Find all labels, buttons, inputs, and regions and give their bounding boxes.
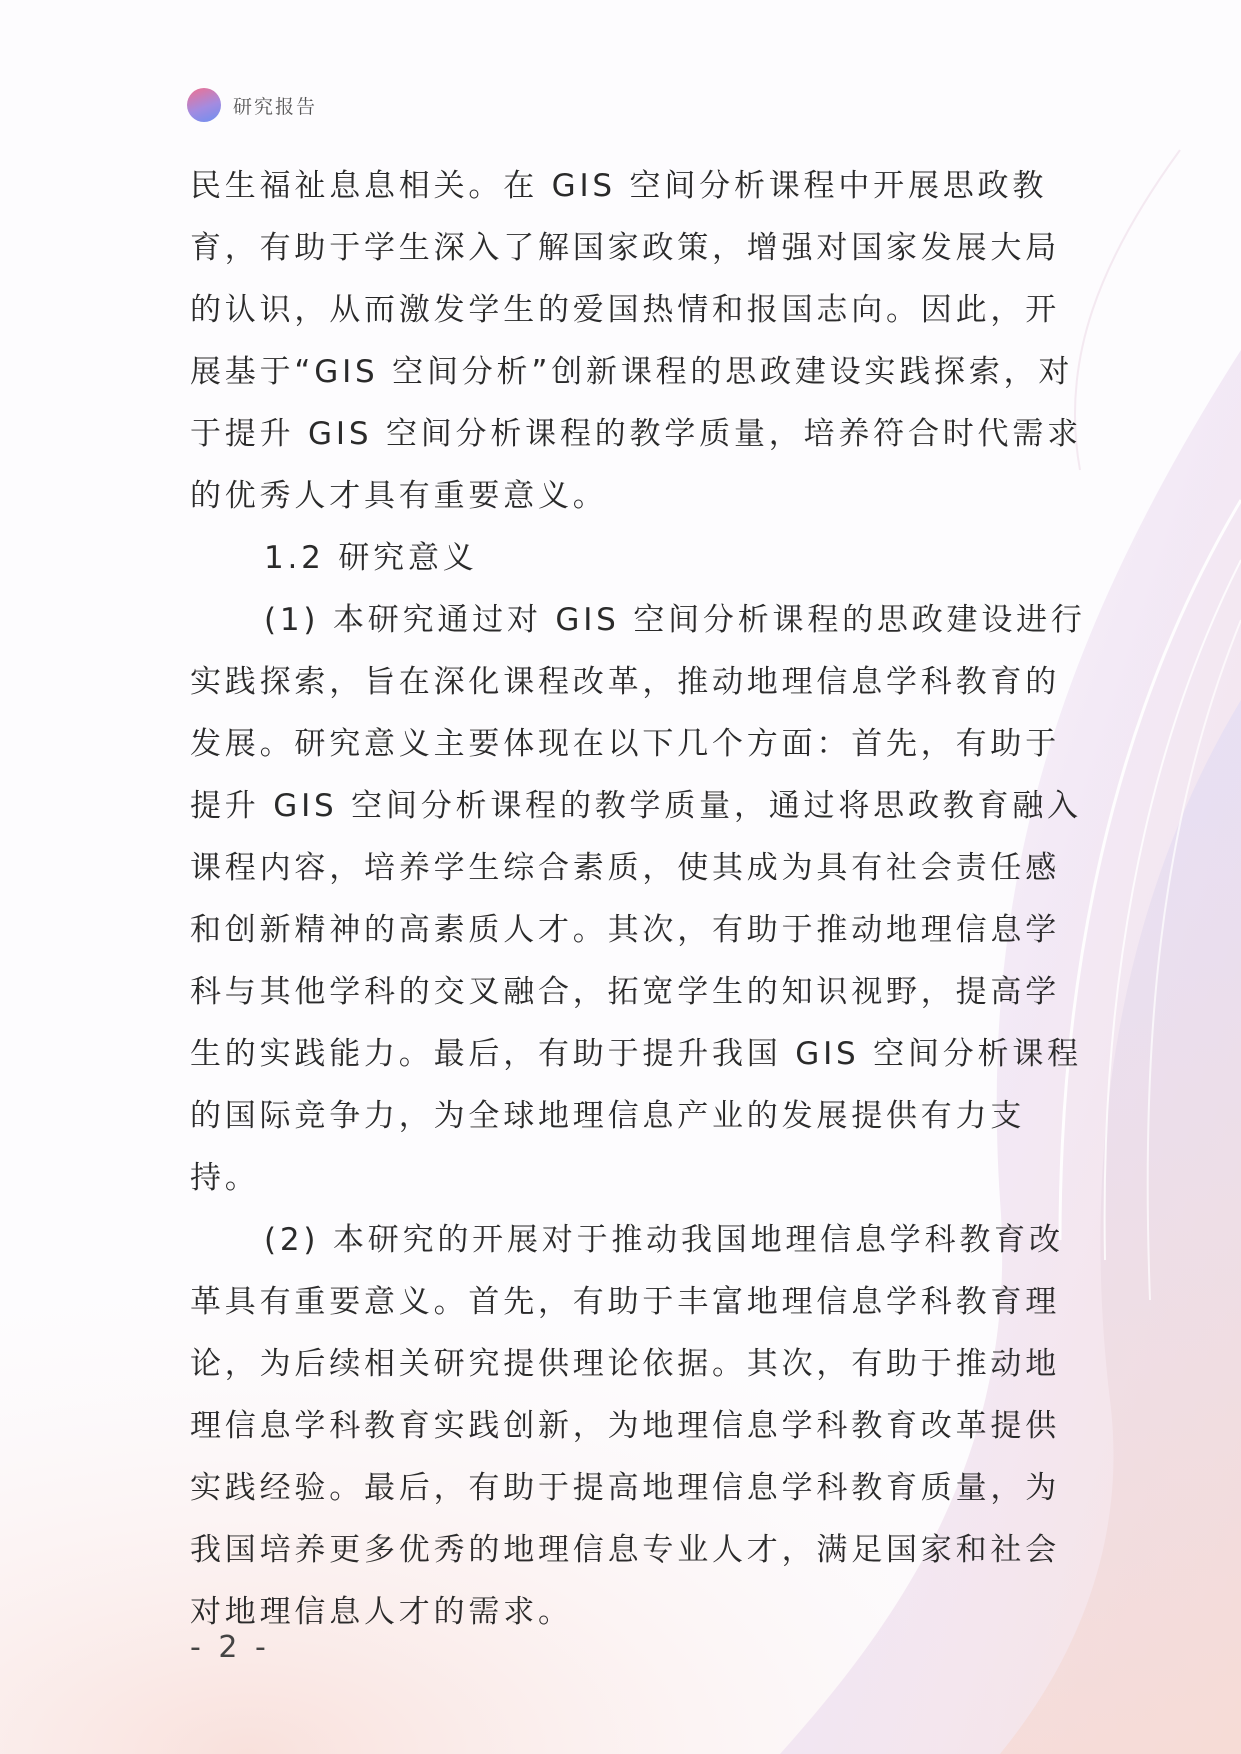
paragraph: (1) 本研究通过对 GIS 空间分析课程的思政建设进行实践探索，旨在深化课程改革，推动地理信息学科教育的发展。研究意义主要体现在以下几个方面：首先，有助于提升 GIS 空间分析课程的教学质量，通过将思政教育融入课程内容，培养学生综合素质，使其成为具有社会责任感和创新精神的高素质人才。其次，有助于推动地理信息学科与其他学科的交叉融合，拓宽学生的知识视野，提高学生的实践能力。最后，有助于提升我国 GIS 空间分析课程的国际竞争力，为全球地理信息产业的发展提供有力支持。 bbox=[190, 602, 1086, 1196]
page-number: - 2 - bbox=[190, 1630, 270, 1665]
report-header bbox=[187, 88, 317, 122]
header-label: 研究报告 bbox=[233, 95, 318, 118]
paragraph: (2) 本研究的开展对于推动我国地理信息学科教育改革具有重要意义。首先，有助于丰富地理信息学科教育理论，为后续相关研究提供理论依据。其次，有助于推动地理信息学科教育实践创新，为地理信息学科教育改革提供实践经验。最后，有助于提高地理信息学科教育质量，为我国培养更多优秀的地理信息专业人才，满足国家和社会对地理信息人才的需求。 bbox=[190, 1222, 1064, 1630]
paragraph: 民生福祉息息相关。在 GIS 空间分析课程中开展思政教育，有助于学生深入了解国家政策，增强对国家发展大局的认识，从而激发学生的爱国热情和报国志向。因此，开展基于“GIS 空间分析”创新课程的思政建设实践探索，对于提升 GIS 空间分析课程的教学质量，培养符合时代需求的优秀人才具有重要意义。 bbox=[190, 168, 1082, 514]
logo-circle-icon bbox=[187, 88, 221, 122]
document-body bbox=[190, 155, 1090, 1643]
section-heading: 1.2 研究意义 bbox=[264, 540, 478, 576]
